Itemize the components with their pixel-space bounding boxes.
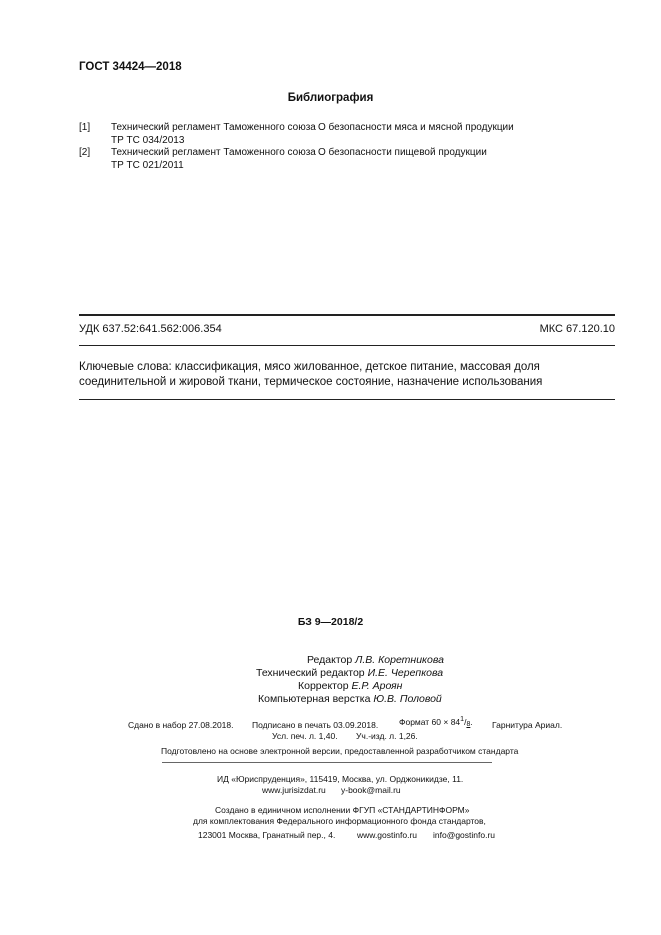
tech-editor-line: Технический редактор И.Е. Черепкова xyxy=(256,667,444,679)
bibliography-item xyxy=(0,146,661,172)
created-note-2: для комплектования Федерального информационного фонда стандартов, xyxy=(193,816,486,826)
prepared-note: Подготовлено на основе электронной версии, предоставленной разработчиком стандарта xyxy=(161,746,519,756)
signed-date: Подписано в печать 03.09.2018. xyxy=(252,720,379,730)
publishing-sheets: Уч.-изд. л. 1,26. xyxy=(356,731,418,741)
divider xyxy=(79,314,615,316)
mks-code: МКС 67.120.10 xyxy=(539,323,615,335)
bz-number: БЗ 9—2018/2 xyxy=(297,616,364,628)
bibliography-number: [1] xyxy=(79,122,91,133)
udk-code: УДК 637.52:641.562:006.354 xyxy=(79,323,222,335)
layout-line: Компьютерная верстка Ю.В. Половой xyxy=(258,693,442,705)
divider xyxy=(79,399,615,400)
sent-date: Сдано в набор 27.08.2018. xyxy=(128,720,234,730)
format: Формат $60 \times 84^1/_8$. xyxy=(399,716,473,728)
divider xyxy=(162,762,492,763)
publisher-site: www.jurisizdat.ru xyxy=(262,785,326,795)
bibliography-item xyxy=(0,121,661,147)
publisher-email: y-book@mail.ru xyxy=(341,785,401,795)
font-info: Гарнитура Ариал. xyxy=(492,720,563,730)
publisher-address: ИД «Юриспруденция», 115419, Москва, ул. Орджоникидзе, 11. xyxy=(217,774,464,784)
editor-line: Редактор Л.В. Коретникова xyxy=(307,654,444,666)
bibliography-subject: О безопасности пищевой продукции xyxy=(318,147,487,158)
corrector-line: Корректор Е.Р. Ароян xyxy=(298,680,403,692)
stdinform-email: info@gostinfo.ru xyxy=(433,830,496,840)
bibliography-document: Технический регламент Таможенного союза xyxy=(111,122,316,133)
stdinform-address: 123001 Москва, Гранатный пер., 4. xyxy=(198,830,336,840)
keywords: Ключевые слова: классификация, мясо жилованное, детское питание, массовая доля соединительной и жировой ткани, термическое состояние, назначение использования xyxy=(79,361,543,388)
bibliography-document-code: ТР ТС 021/2011 xyxy=(111,160,184,171)
divider xyxy=(79,345,615,346)
stdinform-site: www.gostinfo.ru xyxy=(357,830,417,840)
standard-number: ГОСТ 34424—2018 xyxy=(79,61,182,73)
print-sheets: Усл. печ. л. 1,40. xyxy=(272,731,338,741)
bibliography-document-code: ТР ТС 034/2013 xyxy=(111,135,185,146)
bibliography-number: [2] xyxy=(79,147,91,158)
created-note: Создано в единичном исполнении ФГУП «СТАНДАРТИНФОРМ» xyxy=(215,805,470,815)
bibliography-subject: О безопасности мяса и мясной продукции xyxy=(318,122,514,133)
bibliography-title: Библиография xyxy=(287,92,374,104)
bibliography-document: Технический регламент Таможенного союза xyxy=(111,147,316,158)
